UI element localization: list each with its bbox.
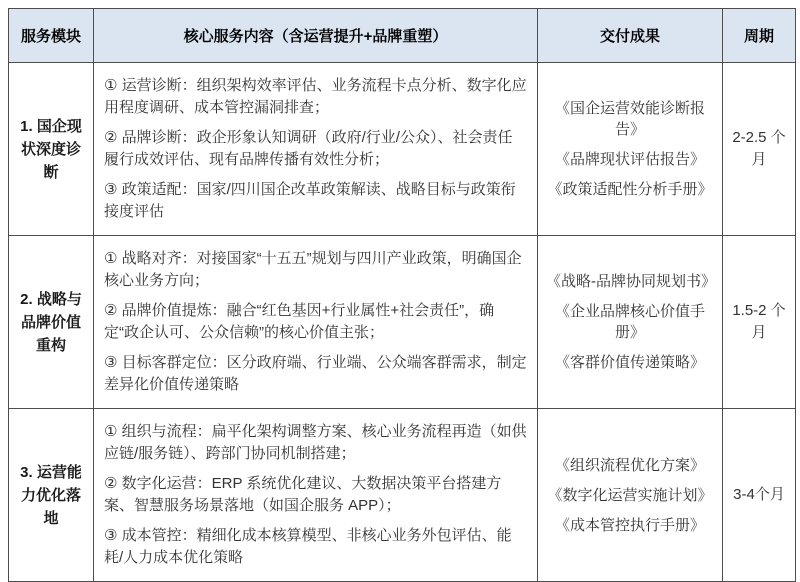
deliverable-item: 《组织流程优化方案》 [554, 456, 705, 474]
service-modules-table [8, 8, 796, 582]
deliverable-item: 《战略-品牌协同规划书》 [546, 273, 716, 290]
table-row [9, 409, 796, 582]
header-cell-period: 周期 [723, 9, 796, 63]
content-item: ③ 目标客群定位：区分政府端、行业端、公众端客群需求，制定差异化价值传递策略 [104, 354, 527, 393]
header-cell-service-module: 服务模块 [9, 9, 94, 63]
deliverable-item: 《客群价值传递策略》 [554, 354, 705, 371]
content-item: ② 数字化运营：ERP 系统优化建议、大数据决策平台搭建方案、智慧服务场景落地（如国企服务 APP）； [104, 475, 502, 514]
header-cell-deliverables: 交付成果 [538, 9, 723, 63]
module-cell: 2. 战略与品牌价值重构 [9, 236, 94, 409]
deliverable-item: 《政策适配性分析手册》 [547, 181, 713, 198]
content-item: ③ 成本管控：精细化成本核算模型、非核心业务外包评估、能耗/人力成本优化策略 [104, 527, 512, 566]
module-cell: 3. 运营能力优化落地 [9, 409, 94, 582]
deliverable-item: 《数字化运营实施计划》 [547, 486, 713, 504]
table-row [9, 236, 796, 409]
deliverable-item: 《国企运营效能诊断报告》 [554, 100, 705, 138]
deliverable-item: 《成本管控执行手册》 [554, 516, 705, 534]
period-cell: 1.5-2 个月 [723, 236, 796, 409]
content-item: ② 品牌诊断：政企形象认知调研（政府/行业/公众）、社会责任履行成效评估、现有品牌传播有效性分析； [104, 129, 513, 168]
deliverables-cell [538, 409, 723, 582]
deliverable-item: 《企业品牌核心价值手册》 [554, 303, 705, 341]
module-cell: 1. 国企现状深度诊断 [9, 63, 94, 236]
content-item: ① 运营诊断：组织架构效率评估、业务流程卡点分析、数字化应用程度调研、成本管控漏洞排查； [104, 77, 527, 116]
content-item: ① 战略对齐：对接国家“十五五”规划与四川产业政策，明确国企核心业务方向； [104, 250, 522, 289]
content-item: ① 组织与流程：扁平化架构调整方案、核心业务流程再造（如供应链/服务链）、跨部门协同机制搭建； [104, 423, 527, 462]
period-cell: 3-4个月 [723, 409, 796, 582]
deliverables-cell [538, 63, 723, 236]
content-item: ② 品牌价值提炼：融合“红色基因+行业属性+社会责任”，确定“政企认可、公众信赖”的核心价值主张； [104, 302, 495, 341]
content-cell [94, 409, 538, 582]
table-row [9, 63, 796, 236]
deliverable-item: 《品牌现状评估报告》 [554, 151, 705, 168]
deliverables-cell [538, 236, 723, 409]
content-cell [94, 236, 538, 409]
content-item: ③ 政策适配：国家/四川国企改革政策解读、战略目标与政策衔接度评估 [104, 181, 516, 220]
period-cell: 2-2.5 个月 [723, 63, 796, 236]
header-cell-core-service-content: 核心服务内容（含运营提升+品牌重塑） [94, 9, 538, 63]
content-cell [94, 63, 538, 236]
table-header-row [9, 9, 796, 63]
